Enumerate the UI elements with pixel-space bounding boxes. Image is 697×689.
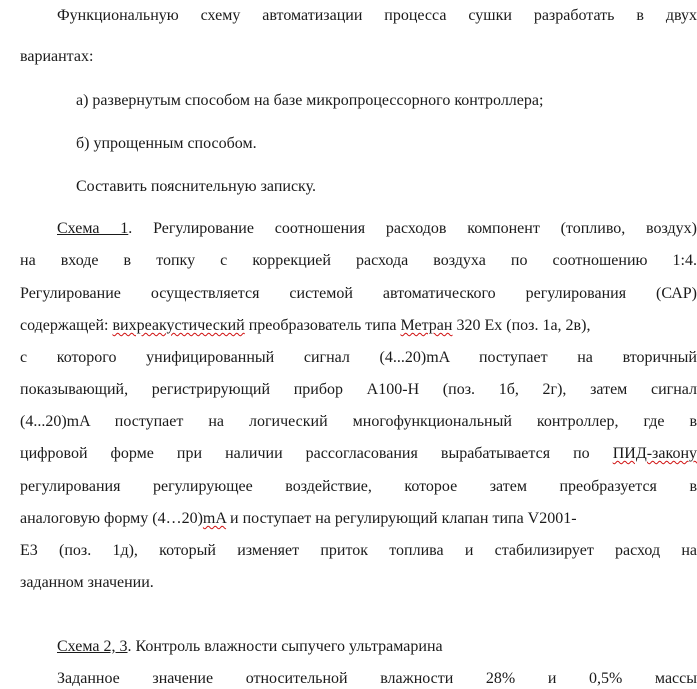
scheme1-line-5: с которого унифицированный сигнал (4...20)mA поступает на вторичный (20, 349, 697, 366)
scheme1-title: Схема 1 (57, 220, 129, 237)
scheme1-line-10: аналоговую форму (4…20)mA и поступает на регулирующий клапан типа V2001- (20, 510, 577, 527)
scheme1-line-1: Схема 1. Регулирование соотношения расходов компонент (топливо, воздух) (57, 220, 697, 237)
list-item-b: б) упрощенным способом. (76, 135, 257, 152)
scheme1-line-11: E3 (поз. 1д), который изменяет приток топлива и стабилизирует расход на (20, 542, 697, 559)
scheme1-line-9: регулирования регулирующее воздействие, которое затем преобразуется в (20, 478, 697, 495)
note-line: Составить пояснительную записку. (76, 178, 316, 195)
intro-line-2: вариантах: (20, 48, 94, 65)
scheme1-line-2: на входе в топку с коррекцией расхода воздуха по соотношению 1:4. (20, 252, 697, 269)
intro-line-1: Функциональную схему автоматизации процесса сушки разработать в двух (57, 7, 697, 24)
scheme1-line-8: цифровой форме при наличии рассогласования вырабатывается по ПИД-закону (20, 445, 697, 462)
scheme23-heading: Схема 2, 3. Контроль влажности сыпучего ультрамарина (57, 638, 443, 655)
scheme1-line-4: содержащей: вихреакустический преобразователь типа Метран 320 Ex (поз. 1а, 2в), (20, 317, 591, 334)
scheme23-title: Схема 2, 3 (57, 638, 128, 655)
scheme1-line-7: (4...20)mA поступает на логический многофункциональный контроллер, где в (20, 413, 697, 430)
scheme1-line-6: показывающий, регистрирующий прибор А100-Н (поз. 1б, 2г), затем сигнал (20, 381, 697, 398)
scheme1-line-12: заданном значении. (20, 574, 154, 591)
scheme23-line-1: Заданное значение относительной влажности 28% и 0,5% массы (57, 670, 697, 687)
list-item-a: а) развернутым способом на базе микропроцессорного контроллера; (76, 92, 544, 109)
scheme1-line-3: Регулирование осуществляется системой автоматического регулирования (САР) (20, 285, 697, 302)
